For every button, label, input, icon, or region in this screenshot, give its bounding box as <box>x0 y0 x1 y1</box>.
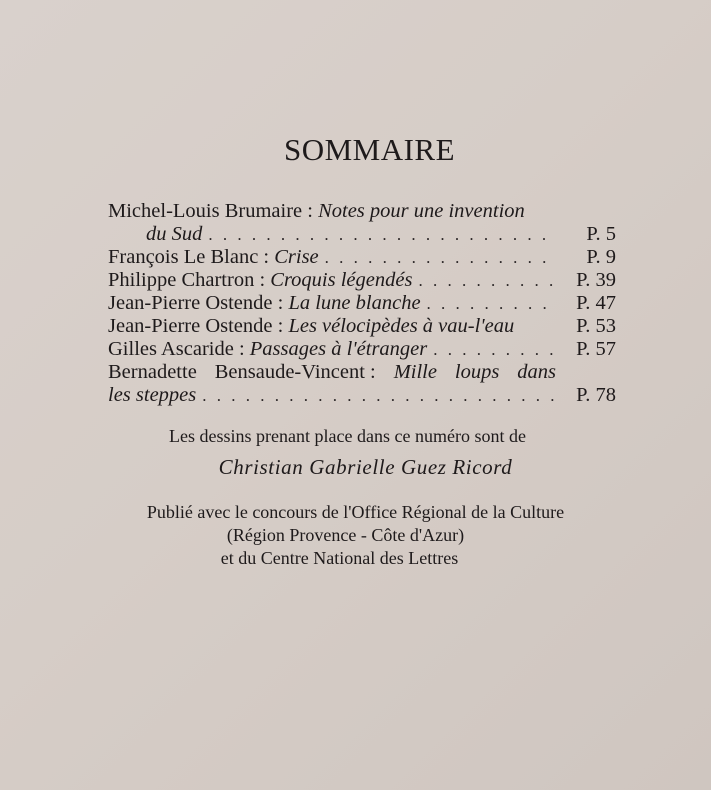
entry-title: Les vélocipèdes à vau-l'eau <box>288 315 515 337</box>
entry-page: P. 57 <box>576 338 616 360</box>
entry-title-word: dans <box>517 361 556 383</box>
page-title: SOMMAIRE <box>283 132 456 167</box>
entry-author: François Le Blanc : <box>108 246 270 268</box>
entry-page: P. 5 <box>586 223 616 245</box>
toc-entry <box>108 292 616 315</box>
entry-author: Jean-Pierre Ostende : <box>108 315 284 337</box>
entry-page: P. 78 <box>576 384 616 406</box>
publication-note-line: (Région Provence - Côte d'Azur) <box>226 525 465 545</box>
entry-page: P. 53 <box>576 315 616 337</box>
toc-entry-line <box>108 384 616 407</box>
entry-title-continued: les steppes <box>108 384 197 406</box>
publication-note-line: et du Centre National des Lettres <box>220 548 459 568</box>
leader-dots <box>427 292 556 315</box>
leader-dots <box>202 384 556 407</box>
publication-note-line: Publié avec le concours de l'Office Régional de la Culture <box>146 502 565 522</box>
entry-title: Croquis légendés <box>270 269 413 291</box>
toc-entry <box>108 246 616 269</box>
entry-author-word: Bernadette <box>108 361 197 383</box>
toc-entry <box>108 338 616 361</box>
entry-page: P. 9 <box>586 246 616 268</box>
leader-dots <box>433 338 556 361</box>
leader-dots <box>418 269 556 292</box>
entry-author-word: Bensaude-Vincent : <box>214 361 376 383</box>
toc-entry-line <box>108 223 616 246</box>
toc-entry-line <box>108 361 556 384</box>
toc-entry-line <box>108 200 616 223</box>
entry-title-word: loups <box>454 361 500 383</box>
entry-page: P. 39 <box>576 269 616 291</box>
illustration-credit: Les dessins prenant place dans ce numéro sont de <box>169 426 526 446</box>
leader-dots <box>325 246 556 269</box>
leader-dots <box>208 223 556 246</box>
entry-title: Notes pour une invention <box>318 200 525 222</box>
entry-author: Jean-Pierre Ostende : <box>108 292 284 314</box>
toc-entry <box>108 269 616 292</box>
toc-entry <box>108 315 616 338</box>
entry-author: Gilles Ascaride : <box>108 338 245 360</box>
entry-author: Philippe Chartron : <box>108 269 266 291</box>
entry-title: Crise <box>274 246 319 268</box>
entry-title-word: Mille <box>393 361 437 383</box>
entry-title-continued: du Sud <box>146 223 203 245</box>
entry-author: Michel-Louis Brumaire : <box>108 200 313 222</box>
entry-title: La lune blanche <box>288 292 421 314</box>
entry-page: P. 47 <box>576 292 616 314</box>
entry-title: Passages à l'étranger <box>249 338 428 360</box>
illustrator-name: Christian Gabrielle Guez Ricord <box>218 455 513 479</box>
table-of-contents <box>108 200 616 407</box>
